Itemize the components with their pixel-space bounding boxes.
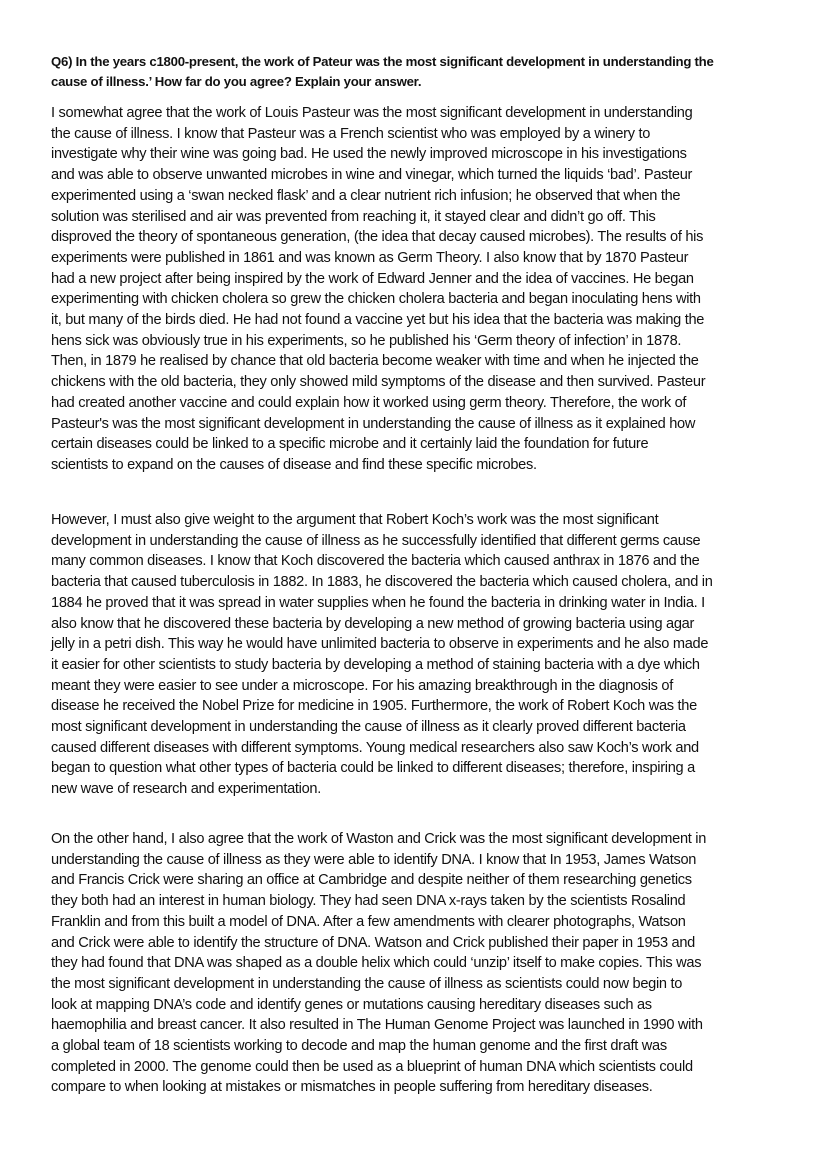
- paragraph-line: disproved the theory of spontaneous generation, (the idea that decay caused microbes). The results of his: [51, 229, 704, 246]
- paragraph-line: look at mapping DNA’s code and identify genes or mutations causing hereditary diseases such as: [51, 996, 652, 1013]
- paragraph-line: development in understanding the cause of illness as he successfully identified that different germs cause: [51, 532, 701, 549]
- paragraph-line: scientists to expand on the causes of disease and find these specific microbes.: [51, 456, 537, 473]
- paragraph-line: However, I must also give weight to the argument that Robert Koch’s work was the most significant: [51, 512, 659, 528]
- paragraph-pasteur: [51, 103, 791, 476]
- paragraph-line: solution was sterilised and air was prevented from reaching it, it stayed clear and didn’t go off. This: [51, 208, 656, 225]
- paragraph-line: understanding the cause of illness as they were able to identify DNA. I know that In 1953, James Watson: [51, 851, 697, 868]
- paragraph-line: 1884 he proved that it was spread in water supplies when he found the bacteria in drinking water in India. I: [51, 594, 705, 611]
- paragraph-line: On the other hand, I also agree that the work of Waston and Crick was the most significant development in: [51, 831, 707, 847]
- paragraph-watson-crick: [51, 829, 791, 1098]
- paragraph-line: they both had an interest in human biology. They had seen DNA x-rays taken by the scientists Rosalind: [51, 893, 686, 910]
- paragraph-line: it, but many of the birds died. He had not found a vaccine yet but his idea that the bacteria was making the: [51, 312, 705, 329]
- paragraph-line: disease he received the Nobel Prize for medicine in 1905. Furthermore, the work of Robert Koch was the: [51, 698, 697, 715]
- paragraph-line: had created another vaccine and could explain how it worked using germ theory. Therefore, the work of: [51, 394, 687, 411]
- paragraph-line: most significant development in understanding the cause of illness as it clearly proved different bacteria: [51, 719, 686, 736]
- paragraph-line: experimented using a ‘swan necked flask’ and a clear nutrient rich infusion; he observed that when the: [51, 187, 681, 204]
- paragraph-line: investigate why their wine was going bad. He used the newly improved microscope in his investigations: [51, 146, 687, 163]
- paragraph-line: compare to when looking at mistakes or mismatches in people suffering from hereditary diseases.: [51, 1079, 653, 1096]
- paragraph-line: and was able to observe unwanted microbes in wine and vinegar, which turned the liquids ‘bad’. Pasteur: [51, 167, 693, 184]
- paragraph-line: also know that he discovered these bacteria by developing a new method of growing bacteria using agar: [51, 615, 695, 632]
- paragraph-line: experimenting with chicken cholera so grew the chicken cholera bacteria and began inoculating hens with: [51, 291, 701, 308]
- paragraph-line: they had found that DNA was shaped as a double helix which could ‘unzip’ itself to make copies. This was: [51, 955, 702, 972]
- paragraph-line: Franklin and from this built a model of DNA. After a few amendments with clearer photographs, Watson: [51, 913, 686, 930]
- paragraph-koch: [51, 510, 791, 800]
- paragraph-line: jelly in a petri dish. This way he would have unlimited bacteria to observe in experiments and he also made: [51, 636, 709, 653]
- question-heading: [51, 52, 791, 92]
- paragraph-line: caused different diseases with different symptoms. Young medical researchers also saw Koch’s work and: [51, 739, 699, 756]
- paragraph-line: Pasteur's was the most significant development in understanding the cause of illness as it explained how: [51, 415, 696, 432]
- paragraph-line: hens sick was obviously true in his experiments, so he published his ‘Germ theory of infection’ in 1878.: [51, 332, 682, 349]
- paragraph-line: many common diseases. I know that Koch discovered the bacteria which caused anthrax in 1876 and the: [51, 553, 700, 570]
- paragraph-line: Then, in 1879 he realised by chance that old bacteria become weaker with time and when he injected the: [51, 353, 699, 370]
- paragraph-line: a global team of 18 scientists working to decode and map the human genome and the first draft was: [51, 1038, 667, 1055]
- paragraph-line: it easier for other scientists to study bacteria by developing a method of staining bacteria with a dye which: [51, 656, 700, 673]
- paragraph-line: certain diseases could be linked to a specific microbe and it certainly laid the foundation for future: [51, 436, 649, 453]
- question-line: Q6) In the years c1800-present, the work of Pateur was the most significant development in understanding the: [51, 54, 714, 69]
- paragraph-line: began to question what other types of bacteria could be linked to different diseases; therefore, inspiring a: [51, 760, 695, 777]
- paragraph-line: haemophilia and breast cancer. It also resulted in The Human Genome Project was launched in 1990 with: [51, 1017, 703, 1034]
- paragraph-line: chickens with the old bacteria, they only showed mild symptoms of the disease and then survived. Pasteur: [51, 374, 706, 391]
- paragraph-line: the most significant development in understanding the cause of illness as scientists could now begin to: [51, 975, 683, 992]
- paragraph-line: had a new project after being inspired by the work of Edward Jenner and the idea of vaccines. He began: [51, 270, 694, 287]
- paragraph-line: experiments were published in 1861 and was known as Germ Theory. I also know that by 1870 Pasteur: [51, 249, 689, 266]
- question-line: cause of illness.’ How far do you agree? Explain your answer.: [51, 74, 422, 89]
- paragraph-line: and Crick were able to identify the structure of DNA. Watson and Crick published their paper in 1953 and: [51, 934, 695, 951]
- paragraph-line: new wave of research and experimentation.: [51, 781, 322, 798]
- paragraph-line: completed in 2000. The genome could then be used as a blueprint of human DNA which scientists could: [51, 1058, 693, 1075]
- paragraph-line: and Francis Crick were sharing an office at Cambridge and despite neither of them researching genetics: [51, 872, 692, 889]
- paragraph-line: meant they were easier to see under a microscope. For his amazing breakthrough in the diagnosis of: [51, 677, 673, 694]
- paragraph-line: I somewhat agree that the work of Louis Pasteur was the most significant development in understanding: [51, 105, 693, 121]
- paragraph-line: bacteria that caused tuberculosis in 1882. In 1883, he discovered the bacteria which caused cholera, and in: [51, 574, 713, 591]
- paragraph-line: the cause of illness. I know that Pasteur was a French scientist who was employed by a winery to: [51, 125, 651, 142]
